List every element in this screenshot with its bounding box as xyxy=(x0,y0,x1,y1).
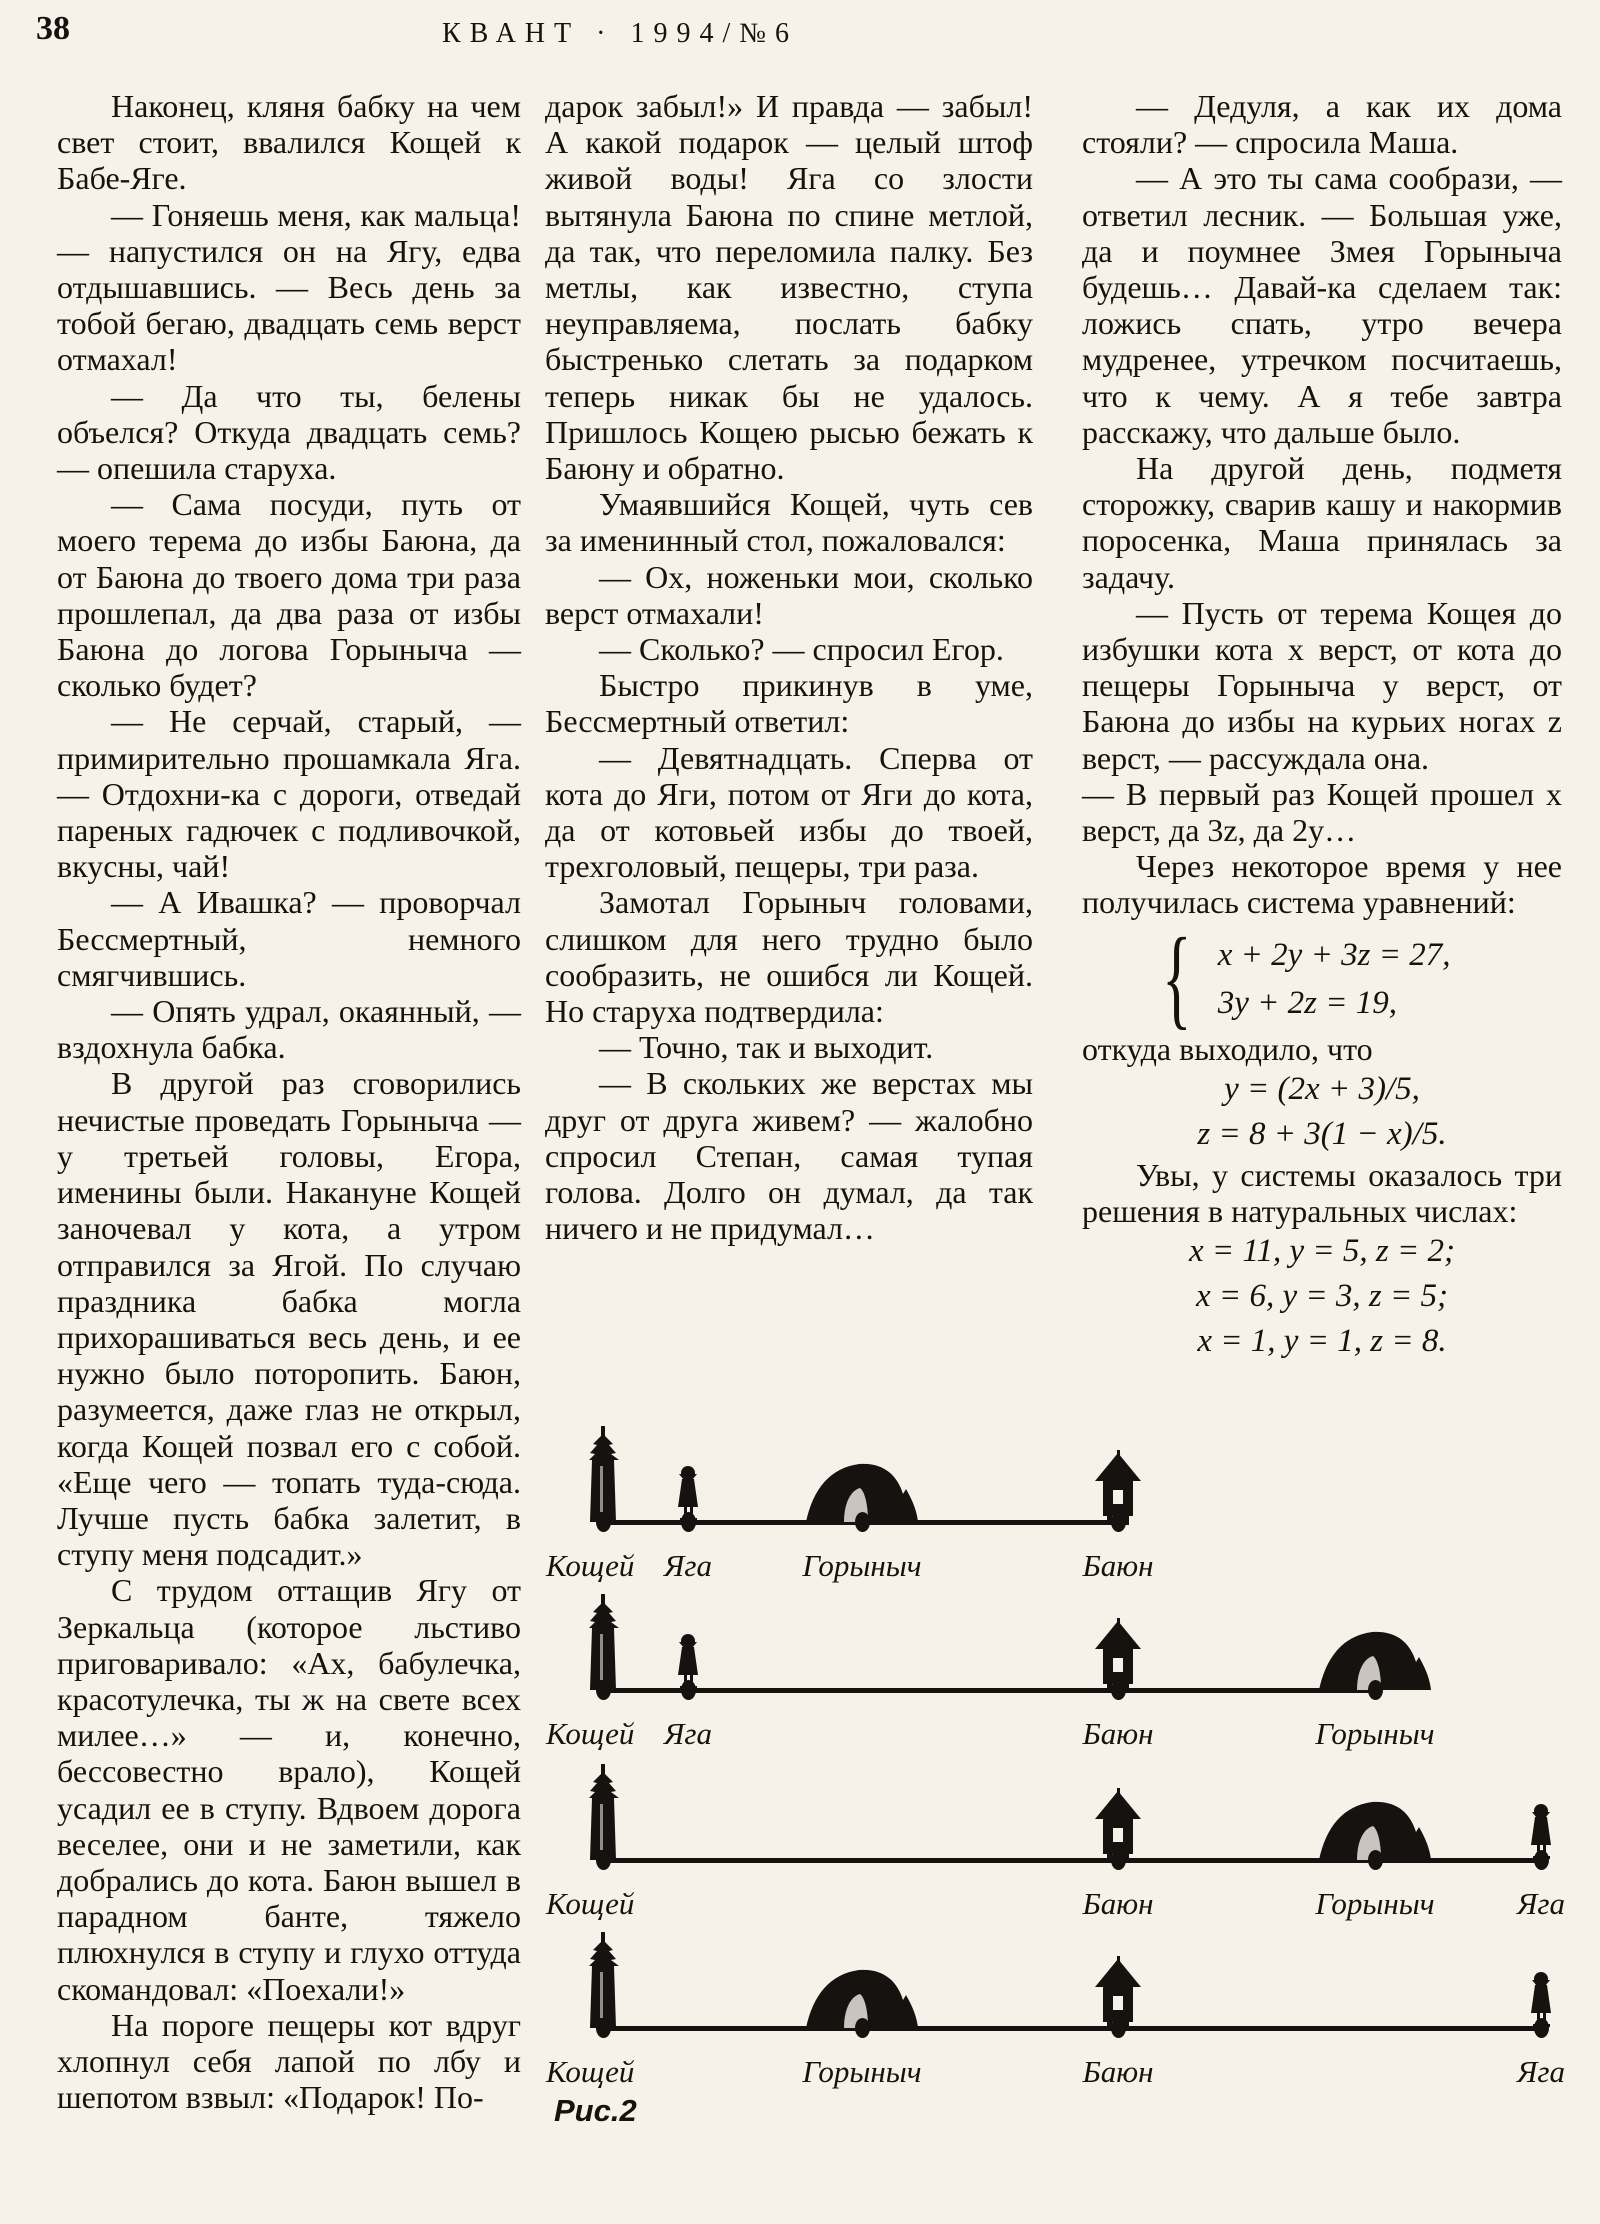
point-marker xyxy=(1368,1680,1383,1700)
paragraph: — Сколько? — спросил Егор. xyxy=(599,631,1004,668)
paragraph: — В скольких же верстах мы друг от друга живем? — жалобно спросил Степан, самая тупая голова. Долго он думал, да так ничего и не придумал… xyxy=(545,1065,1033,1247)
derived-equation-2: z = 8 + 3(1 − x)/5. xyxy=(1197,1115,1447,1152)
paragraph: На другой день, подметя сторожку, сварив кашу и накормив поросенка, Маша принялась за задачу. xyxy=(1082,450,1562,595)
paragraph: В другой раз сговорились нечистые проведать Горыныча — у третьей головы, Егора, именины были. Накануне Кощей заночевал у кота, а утром отправился за Ягой. По случаю праздника бабка могла прихорашиваться весь день, и ее нужно было поторопить. Баюн, разумеется, даже глаз не открыл, когда Кощей позвал его с собой. «Еще чего — топать туда-сюда. Лучше пусть бабка залетит, в ступу меня подсадит.» xyxy=(57,1065,521,1573)
paragraph: — Сама посуди, путь от моего терема до избы Баюна, да от Баюна до твоего дома три раза прошлепал, да два раза от избы Баюна до логова Горыныча — сколько будет? xyxy=(57,486,521,704)
system-brace: { xyxy=(1162,916,1192,1041)
paragraph: — Да что ты, белены объелся? Откуда двадцать семь? — опешила старуха. xyxy=(57,377,521,487)
koschei-tower-icon xyxy=(581,1426,625,1524)
point-label: Горыныч xyxy=(802,2054,922,2089)
column-3 xyxy=(1082,88,1562,1364)
point-marker xyxy=(596,2018,611,2038)
paragraph: На пороге пещеры кот вдруг хлопнул себя лапой по лбу и шепотом взвыл: «Подарок! По- xyxy=(57,2006,521,2116)
point-marker xyxy=(1534,2018,1549,2038)
equation-2: 3y + 2z = 19, xyxy=(1217,984,1398,1021)
column-2 xyxy=(545,88,1033,1247)
solution-3: x = 1, y = 1, z = 8. xyxy=(1197,1323,1447,1360)
point-label: Яга xyxy=(664,1548,712,1583)
point-label: Яга xyxy=(1517,2054,1565,2089)
journal-header: КВАНТ · 1994/№6 xyxy=(442,18,798,49)
figure-ris2 xyxy=(530,1385,1596,2185)
point-marker xyxy=(855,1512,870,1532)
paragraph: — Пусть от терема Кощея до избушки кота x верст, от кота до пещеры Горыныча y верст, от Баюна до избы на курьих ногах z верст, — рассуждала она. xyxy=(1082,594,1562,776)
number-line xyxy=(603,1688,1382,1693)
paragraph: С трудом оттащив Ягу от Зеркальца (которое льстиво приговаривало: «Ах, бабулечка, красотулечка, ты ж на свете всех милее…» — и, конечно, бессовестно врало), Кощей усадил ее в ступу. Вдвоем дорога веселее, они и не заметили, как добрались до кота. Баюн вышел в парадном банте, тяжело плюхнулся в ступу и глухо оттуда скомандовал: «Поехали!» xyxy=(57,1572,521,2007)
paragraph: Через некоторое время у нее получилась система уравнений: xyxy=(1082,848,1562,921)
paragraph: — Девятнадцать. Сперва от кота до Яги, потом от Яги до кота, да от котовьей избы до твоей, трехголовый, пещеры, три раза. xyxy=(545,739,1033,885)
point-marker xyxy=(1111,1850,1126,1870)
derived-equation-1: y = (2x + 3)/5, xyxy=(1224,1070,1420,1107)
point-marker xyxy=(681,1512,696,1532)
paragraph: Быстро прикинув в уме, Бессмертный ответил: xyxy=(545,667,1033,740)
point-marker xyxy=(855,2018,870,2038)
point-label: Баюн xyxy=(1082,1886,1154,1921)
point-label: Баюн xyxy=(1082,2054,1154,2089)
paragraph: — В первый раз Кощей прошел x верст, да 3z, да 2y… xyxy=(1082,775,1562,849)
paragraph: — Не серчай, старый, — примирительно прошамкала Яга. — Отдохни-ка с дороги, отведай пареных гадючек с подливочкой, вкусны, чай! xyxy=(57,703,521,885)
equation-system xyxy=(1162,916,1562,1041)
koschei-tower-icon xyxy=(581,1764,625,1862)
equation-1: x + 2y + 3z = 27, xyxy=(1217,936,1451,973)
point-label: Кощей xyxy=(546,1886,635,1921)
point-marker xyxy=(596,1850,611,1870)
number-line xyxy=(603,2026,1548,2031)
point-label: Горыныч xyxy=(1315,1886,1435,1921)
paragraph: — А Ивашка? — проворчал Бессмертный, немного смягчившись. xyxy=(57,884,521,993)
solution-2: x = 6, y = 3, z = 5; xyxy=(1196,1278,1448,1315)
point-label: Кощей xyxy=(546,1716,635,1751)
paragraph: Увы, у системы оказалось три решения в натуральных числах: xyxy=(1082,1156,1562,1230)
paragraph: — А это ты сама сообрази, — ответил лесник. — Большая уже, да и поумнее Змея Горыныча будешь… Давай-ка сделаем так: ложись спать, утро вечера мудренее, утречком посчитаешь, что к чему. А я тебе завтра расскажу, что дальше было. xyxy=(1082,160,1562,450)
point-marker xyxy=(1111,2018,1126,2038)
point-marker xyxy=(681,1680,696,1700)
page-number: 38 xyxy=(36,10,70,47)
point-marker xyxy=(1111,1680,1126,1700)
koschei-tower-icon xyxy=(581,1594,625,1692)
koschei-tower-icon xyxy=(581,1932,625,2030)
paragraph: — Опять удрал, окаянный, — вздохнула бабка. xyxy=(57,993,521,1066)
point-marker xyxy=(596,1512,611,1532)
figure-caption: Рис.2 xyxy=(554,2093,637,2128)
point-marker xyxy=(1368,1850,1383,1870)
point-marker xyxy=(1111,1512,1126,1532)
point-label: Кощей xyxy=(546,1548,635,1583)
paragraph: дарок забыл!» И правда — забыл! А какой подарок — целый штоф живой воды! Яга со злости вытянула Баюна по спине метлой, да так, что переломила палку. Без метлы, как известно, ступа неуправляема, послать бабку быстренько слетать за подарком теперь никак бы не удалось. Пришлось Кощею рысью бежать к Баюну и обратно. xyxy=(545,88,1033,487)
point-label: Яга xyxy=(1517,1886,1565,1921)
paragraph: — Точно, так и выходит. xyxy=(599,1029,934,1066)
point-label: Горыныч xyxy=(802,1548,922,1583)
point-label: Баюн xyxy=(1082,1548,1154,1583)
paragraph: — Гоняешь меня, как мальца! — напустился он на Ягу, едва отдышавшись. — Весь день за тобой бегаю, двадцать семь верст отмахал! xyxy=(57,196,521,378)
paragraph: Умаявшийся Кощей, чуть сев за именинный стол, пожаловался: xyxy=(545,486,1033,559)
point-label: Баюн xyxy=(1082,1716,1154,1751)
column-1 xyxy=(57,88,521,2115)
point-label: Кощей xyxy=(546,2054,635,2089)
point-label: Яга xyxy=(664,1716,712,1751)
paragraph: — Дедуля, а как их дома стояли? — спросила Маша. xyxy=(1082,88,1562,161)
paragraph: — Ох, ноженьки мои, сколько верст отмахали! xyxy=(545,558,1033,631)
paragraph: Замотал Горыныч головами, слишком для него трудно было сообразить, не ошибся ли Кощей. Но старуха подтвердила: xyxy=(545,884,1033,1030)
paragraph: Наконец, кляня бабку на чем свет стоит, ввалился Кощей к Бабе-Яге. xyxy=(57,88,521,197)
point-label: Горыныч xyxy=(1315,1716,1435,1751)
point-marker xyxy=(596,1680,611,1700)
solution-1: x = 11, y = 5, z = 2; xyxy=(1189,1233,1455,1270)
point-marker xyxy=(1534,1850,1549,1870)
paragraph: откуда выходило, что xyxy=(1082,1030,1373,1067)
